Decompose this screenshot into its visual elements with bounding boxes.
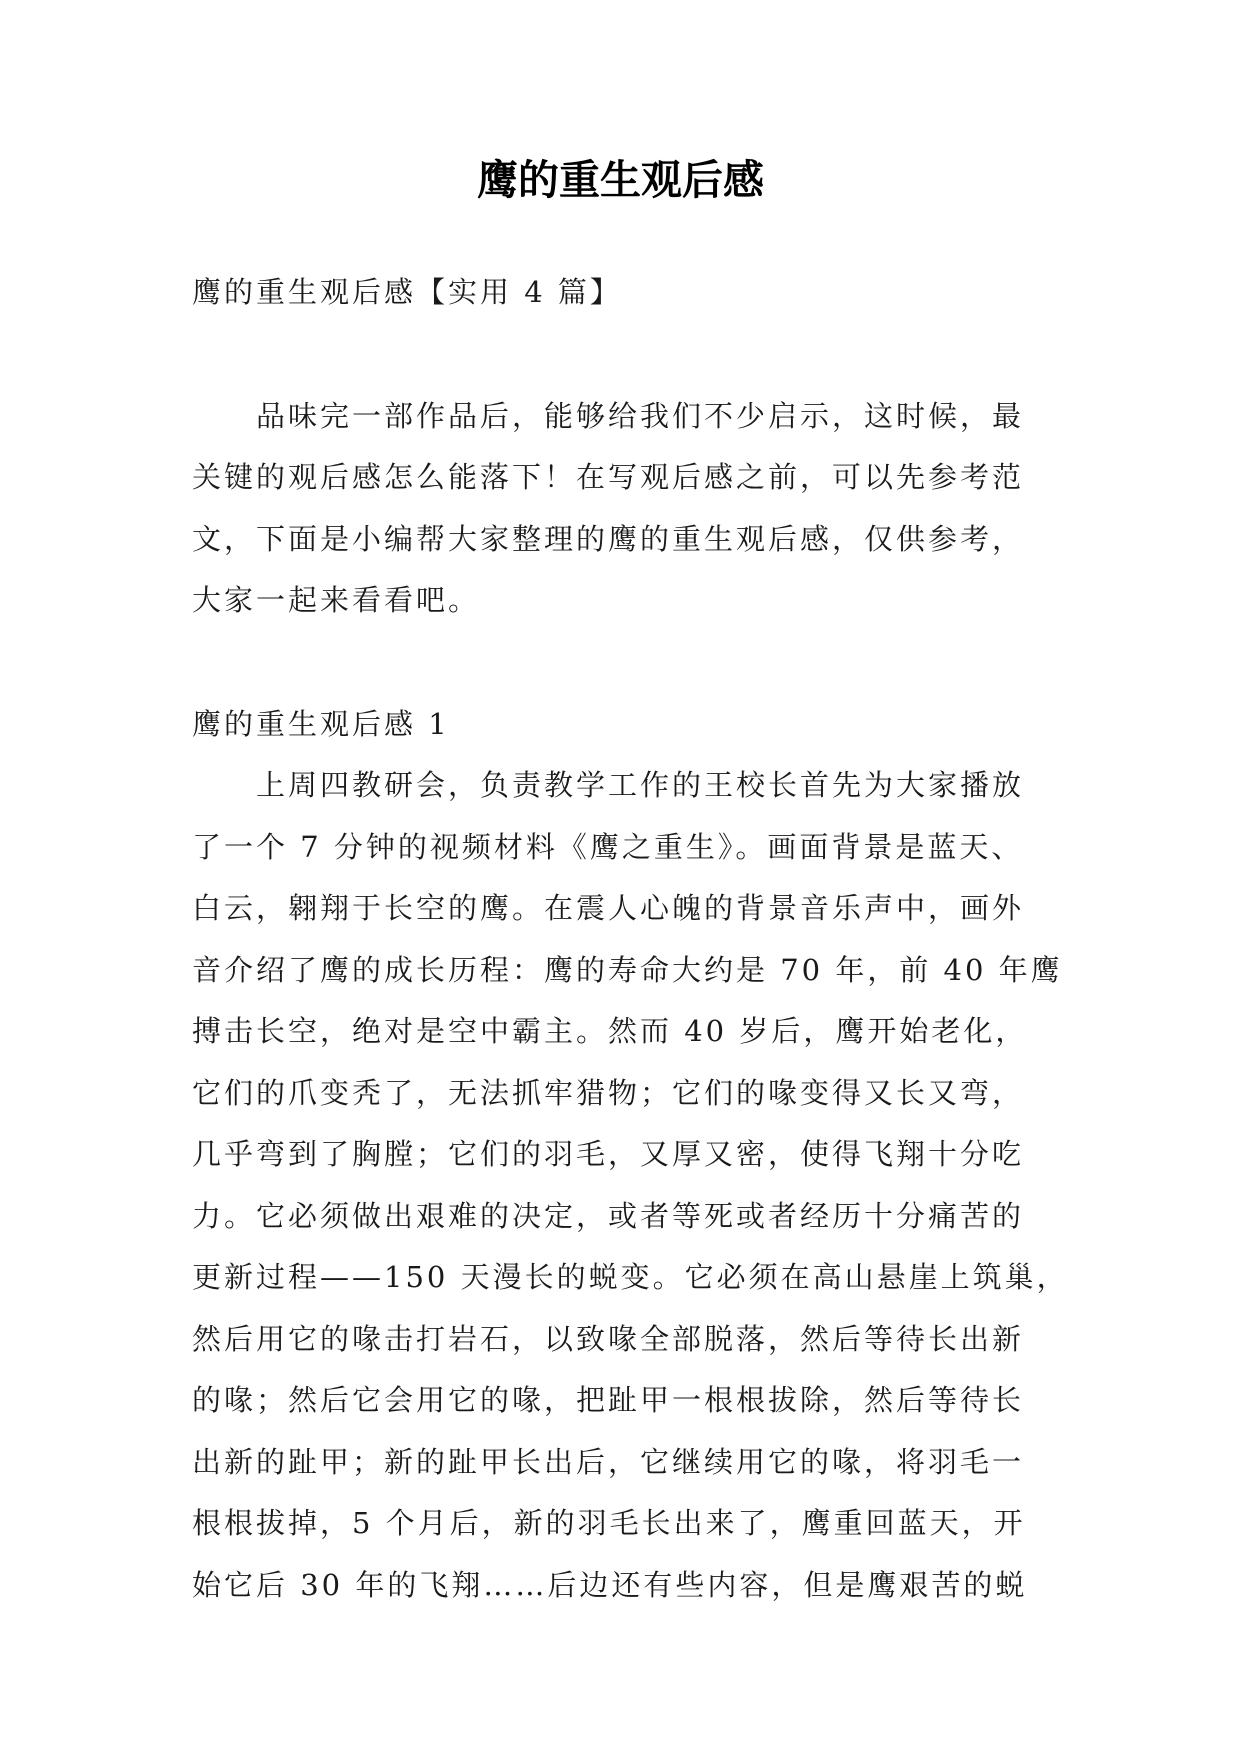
section-paragraph bbox=[192, 755, 1067, 1616]
paragraph-line: 关键的观后感怎么能落下！在写观后感之前，可以先参考范 bbox=[192, 460, 1025, 494]
paragraph-line: 搏击长空，绝对是空中霸主。然而 40 岁后，鹰开始老化， bbox=[192, 1014, 1028, 1048]
document-subtitle: 鹰的重生观后感【实用 4 篇】 bbox=[192, 275, 622, 309]
paragraph-line: 力。它必须做出艰难的决定，或者等死或者经历十分痛苦的 bbox=[192, 1198, 1025, 1233]
page-title: 鹰的重生观后感 bbox=[477, 156, 764, 204]
section-heading: 鹰的重生观后感 1 bbox=[192, 706, 450, 741]
paragraph-line: 的喙；然后它会用它的喙，把趾甲一根根拔除，然后等待长 bbox=[192, 1383, 1025, 1417]
paragraph-line: 出新的趾甲；新的趾甲长出后，它继续用它的喙，将羽毛一 bbox=[192, 1444, 1025, 1479]
paragraph-line: 音介绍了鹰的成长历程：鹰的寿命大约是 70 年，前 40 年鹰 bbox=[192, 952, 1063, 987]
paragraph-line: 品味完一部作品后，能够给我们不少启示，这时候，最 bbox=[256, 398, 1025, 433]
paragraph-line: 上周四教研会，负责教学工作的王校长首先为大家播放 bbox=[256, 768, 1025, 802]
intro-paragraph bbox=[192, 386, 1067, 632]
paragraph-line: 了一个 7 分钟的视频材料《鹰之重生》。画面背景是蓝天、 bbox=[192, 829, 1024, 864]
paragraph-line: 大家一起来看看吧。 bbox=[192, 583, 481, 617]
paragraph-line: 根根拔掉，5 个月后，新的羽毛长出来了，鹰重回蓝天，开 bbox=[192, 1506, 1026, 1540]
paragraph-line: 白云，翱翔于长空的鹰。在震人心魄的背景音乐声中，画外 bbox=[192, 891, 1025, 925]
paragraph-line: 始它后 30 年的飞翔……后边还有些内容，但是鹰艰苦的蜕 bbox=[192, 1567, 1028, 1602]
paragraph-line: 它们的爪变秃了，无法抓牢猎物；它们的喙变得又长又弯， bbox=[192, 1075, 1025, 1110]
paragraph-line: 更新过程——150 天漫长的蜕变。它必须在高山悬崖上筑巢， bbox=[192, 1260, 1069, 1294]
document-body bbox=[192, 262, 1067, 1616]
paragraph-line: 几乎弯到了胸膛；它们的羽毛，又厚又密，使得飞翔十分吃 bbox=[192, 1137, 1025, 1171]
paragraph-line: 然后用它的喙击打岩石，以致喙全部脱落，然后等待长出新 bbox=[192, 1321, 1025, 1356]
paragraph-line: 文，下面是小编帮大家整理的鹰的重生观后感，仅供参考， bbox=[192, 521, 1025, 556]
